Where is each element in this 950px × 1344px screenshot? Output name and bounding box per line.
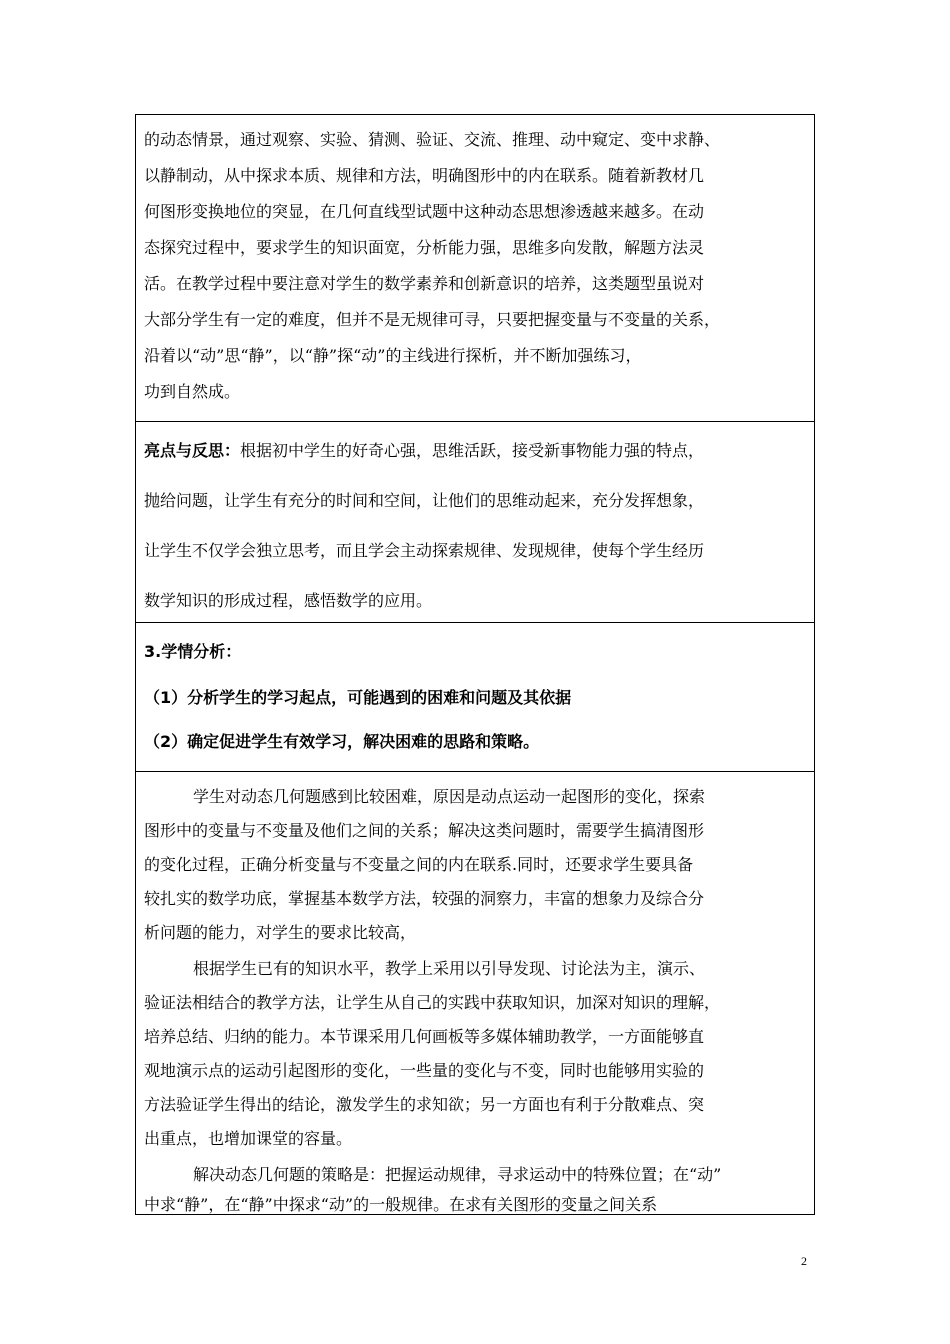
text-line: 让学生不仅学会独立思考，而且学会主动探索规律、发现规律，使每个学生经历 [144, 541, 705, 560]
text-line: 出重点，也增加课堂的容量。 [144, 1129, 353, 1148]
text-line: 验证法相结合的教学方法，让学生从自己的实践中获取知识，加深对知识的理解， [144, 993, 721, 1012]
text-line: 根据学生已有的知识水平，教学上采用以引导发现、讨论法为主，演示、 [193, 959, 706, 978]
text-line: 的动态情景，通过观察、实验、猜测、验证、交流、推理、动中窥定、变中求静、 [144, 130, 721, 149]
text-line: 活。在教学过程中要注意对学生的数学素养和创新意识的培养，这类题型虽说对 [144, 274, 705, 293]
cell-learner-analysis-body [136, 772, 814, 1214]
text-line: 沿着以“动”思“静”，以“静”探“动”的主线进行探析，并不断加强练习， [144, 346, 642, 365]
analysis-item: （1）分析学生的学习起点，可能遇到的困难和问题及其依据 [144, 688, 572, 707]
section-heading: 3.学情分析： [144, 642, 242, 661]
text-line: 较扎实的数学功底，掌握基本数学方法，较强的洞察力，丰富的想象力及综合分 [144, 889, 705, 908]
text-line: 学生对动态几何题感到比较困难，原因是动点运动一起图形的变化，探索 [193, 787, 706, 806]
text-line: 培养总结、归纳的能力。本节课采用几何画板等多媒体辅助教学，一方面能够直 [144, 1027, 705, 1046]
cell-learner-analysis-heading [136, 623, 814, 771]
text-line: 析问题的能力，对学生的要求比较高， [144, 923, 417, 942]
cell-highlights-reflection [136, 422, 814, 622]
highlights-label: 亮点与反思： [144, 441, 241, 460]
analysis-item: （2）确定促进学生有效学习，解决困难的思路和策略。 [144, 732, 540, 751]
text-line: 数学知识的形成过程，感悟数学的应用。 [144, 591, 433, 610]
text-line: 观地演示点的运动引起图形的变化，一些量的变化与不变，同时也能够用实验的 [144, 1061, 705, 1080]
text-line: 大部分学生有一定的难度，但并不是无规律可寻，只要把握变量与不变量的关系， [144, 310, 721, 329]
cell-intro-continued [136, 115, 814, 421]
text-line: 的变化过程，正确分析变量与不变量之间的内在联系.同时，还要求学生要具备 [144, 855, 694, 874]
text-line: 方法验证学生得出的结论，激发学生的求知欲；另一方面也有利于分散难点、突 [144, 1095, 705, 1114]
text-line: 以静制动，从中探求本质、规律和方法，明确图形中的内在联系。随着新教材几 [144, 166, 705, 185]
text-line: 中求“静”，在“静”中探求“动”的一般规律。在求有关图形的变量之间关系 [144, 1195, 658, 1214]
text-line: 图形中的变量与不变量及他们之间的关系；解决这类问题时，需要学生搞清图形 [144, 821, 705, 840]
text-line: 解决动态几何题的策略是：把握运动规律，寻求运动中的特殊位置；在“动” [193, 1165, 722, 1184]
text-line: 根据初中学生的好奇心强，思维活跃，接受新事物能力强的特点， [240, 441, 705, 460]
text-line: 功到自然成。 [144, 382, 241, 401]
page-number: 2 [801, 1254, 807, 1268]
text-line: 态探究过程中，要求学生的知识面宽，分析能力强，思维多向发散，解题方法灵 [144, 238, 705, 257]
text-line: 抛给问题，让学生有充分的时间和空间，让他们的思维动起来，充分发挥想象， [144, 491, 705, 510]
content-table [135, 114, 815, 1215]
text-line: 何图形变换地位的突显，在几何直线型试题中这种动态思想渗透越来越多。在动 [144, 202, 705, 221]
